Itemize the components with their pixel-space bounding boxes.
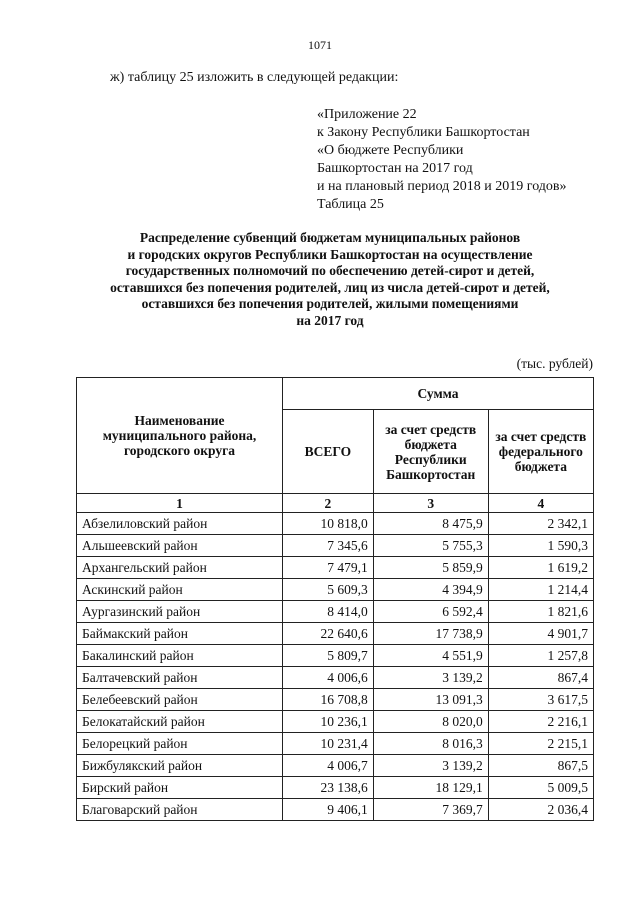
header-fb: за счет средств федерального бюджета xyxy=(488,410,593,494)
title-line: государственных полномочий по обеспечению детей-сирот и детей, xyxy=(125,263,535,278)
row-name: Белорецкий район xyxy=(77,733,283,755)
table-row xyxy=(77,601,594,623)
row-name: Бакалинский район xyxy=(77,645,283,667)
row-name: Архангельский район xyxy=(77,557,283,579)
appendix-line: «Приложение 22 xyxy=(317,107,417,122)
header-name: Наименование муниципального района, городского округа xyxy=(77,378,283,494)
cell-total: 5 809,7 xyxy=(283,645,374,667)
row-name: Аскинский район xyxy=(77,579,283,601)
cell-total: 5 609,3 xyxy=(283,579,374,601)
cell-fb: 2 215,1 xyxy=(488,733,593,755)
title-line: оставшихся без попечения родителей, лиц из числа детей-сирот и детей, xyxy=(110,279,550,295)
cell-fb: 1 214,4 xyxy=(488,579,593,601)
title-line: и городских округов Республики Башкортостан на осуществление xyxy=(127,246,533,262)
cell-rb: 5 859,9 xyxy=(373,557,488,579)
cell-fb: 4 901,7 xyxy=(488,623,593,645)
row-name: Аургазинский район xyxy=(77,601,283,623)
row-name: Белокатайский район xyxy=(77,711,283,733)
row-name: Абзелиловский район xyxy=(77,513,283,535)
subsidy-table xyxy=(76,377,594,821)
cell-rb: 3 139,2 xyxy=(373,755,488,777)
table-row xyxy=(77,667,594,689)
row-name: Благоварский район xyxy=(77,799,283,821)
row-name: Балтачевский район xyxy=(77,667,283,689)
row-name: Баймакский район xyxy=(77,623,283,645)
units-label: (тыс. рублей) xyxy=(516,356,593,371)
page-number: 1071 xyxy=(308,38,332,52)
title-line: Распределение субвенций бюджетам муниципальных районов xyxy=(139,230,521,245)
cell-total: 23 138,6 xyxy=(283,777,374,799)
col-number: 2 xyxy=(283,494,374,513)
table-row xyxy=(77,535,594,557)
table-row xyxy=(77,645,594,667)
cell-total: 9 406,1 xyxy=(283,799,374,821)
cell-total: 10 236,1 xyxy=(283,711,374,733)
cell-fb: 867,4 xyxy=(488,667,593,689)
cell-rb: 8 475,9 xyxy=(373,513,488,535)
cell-fb: 3 617,5 xyxy=(488,689,593,711)
col-number: 1 xyxy=(77,494,283,513)
cell-fb: 5 009,5 xyxy=(488,777,593,799)
cell-rb: 3 139,2 xyxy=(373,667,488,689)
appendix-line: Башкортостан на 2017 год xyxy=(317,161,473,176)
header-rb: за счет средств бюджета Республики Башкортостан xyxy=(373,410,488,494)
appendix-line: и на плановый период 2018 и 2019 годов» xyxy=(317,179,567,194)
header-total: ВСЕГО xyxy=(283,410,374,494)
appendix-block xyxy=(317,106,567,214)
cell-fb: 1 590,3 xyxy=(488,535,593,557)
document-title xyxy=(60,230,600,329)
title-line: оставшихся без попечения родителей, жилыми помещениями xyxy=(141,296,519,311)
cell-fb: 867,5 xyxy=(488,755,593,777)
col-number: 3 xyxy=(373,494,488,513)
intro-text: ж) таблицу 25 изложить в следующей редакции: xyxy=(110,70,399,85)
appendix-line: Таблица 25 xyxy=(317,197,384,212)
table-row xyxy=(77,711,594,733)
title-line: на 2017 год xyxy=(296,312,364,328)
cell-fb: 2 216,1 xyxy=(488,711,593,733)
cell-total: 22 640,6 xyxy=(283,623,374,645)
cell-rb: 13 091,3 xyxy=(373,689,488,711)
table-body xyxy=(77,513,594,821)
row-name: Белебеевский район xyxy=(77,689,283,711)
cell-total: 4 006,6 xyxy=(283,667,374,689)
table-row xyxy=(77,689,594,711)
cell-fb: 1 257,8 xyxy=(488,645,593,667)
cell-fb: 2 036,4 xyxy=(488,799,593,821)
cell-rb: 4 551,9 xyxy=(373,645,488,667)
cell-total: 7 345,6 xyxy=(283,535,374,557)
table-row xyxy=(77,513,594,535)
cell-fb: 1 821,6 xyxy=(488,601,593,623)
cell-rb: 8 020,0 xyxy=(373,711,488,733)
cell-rb: 5 755,3 xyxy=(373,535,488,557)
table-row xyxy=(77,777,594,799)
cell-rb: 6 592,4 xyxy=(373,601,488,623)
header-sum: Сумма xyxy=(283,378,594,410)
table-row xyxy=(77,733,594,755)
table-row xyxy=(77,579,594,601)
cell-rb: 18 129,1 xyxy=(373,777,488,799)
row-name: Бижбулякский район xyxy=(77,755,283,777)
cell-rb: 4 394,9 xyxy=(373,579,488,601)
cell-total: 16 708,8 xyxy=(283,689,374,711)
cell-total: 7 479,1 xyxy=(283,557,374,579)
row-name: Бирский район xyxy=(77,777,283,799)
cell-fb: 1 619,2 xyxy=(488,557,593,579)
col-number: 4 xyxy=(488,494,593,513)
cell-rb: 17 738,9 xyxy=(373,623,488,645)
table-row xyxy=(77,755,594,777)
row-name: Альшеевский район xyxy=(77,535,283,557)
cell-total: 8 414,0 xyxy=(283,601,374,623)
appendix-line: к Закону Республики Башкортостан xyxy=(317,125,530,140)
cell-rb: 8 016,3 xyxy=(373,733,488,755)
cell-total: 4 006,7 xyxy=(283,755,374,777)
appendix-line: «О бюджете Республики xyxy=(317,143,464,158)
cell-fb: 2 342,1 xyxy=(488,513,593,535)
cell-total: 10 818,0 xyxy=(283,513,374,535)
table-row xyxy=(77,623,594,645)
cell-rb: 7 369,7 xyxy=(373,799,488,821)
table-row xyxy=(77,557,594,579)
table-row xyxy=(77,799,594,821)
cell-total: 10 231,4 xyxy=(283,733,374,755)
